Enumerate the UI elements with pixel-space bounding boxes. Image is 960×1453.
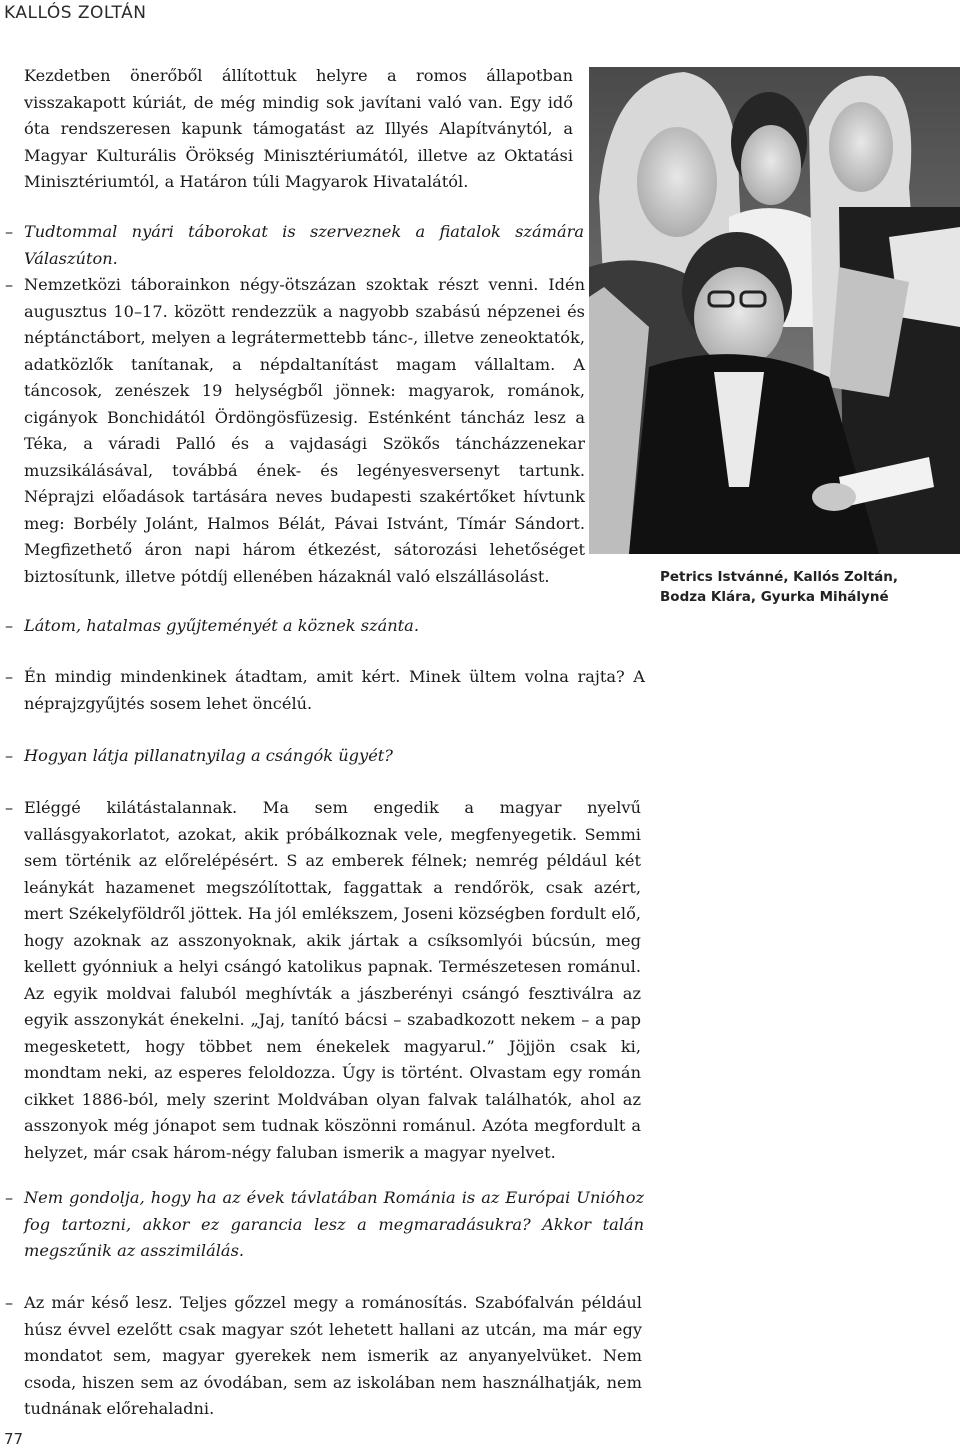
photo-caption: Petrics Istvánné, Kallós Zoltán, Bodza Klára, Gyurka Mihályné: [660, 569, 898, 605]
dash-marker: –: [5, 1293, 14, 1312]
question-2: – Látom, hatalmas gyűjteményét a köznek szánta.: [24, 613, 584, 640]
question-3: – Hogyan látja pillanatnyilag a csángók ügyét?: [24, 743, 645, 770]
question-1: – Tudtommal nyári táborokat is szerveznek a fiatalok számára Válaszúton.: [24, 219, 584, 272]
answer-1: – Nemzetközi táborainkon négy-ötszázan szoktak részt venni. Idén augusztus 10–17. között rendezzük a nagyobb szabású népzenei és néptánctábort, melyen a legrátermettebb tánc-, illetve zeneoktatók, adatközlők tanítanak, a népdaltanítást magam vállaltam. A táncosok, zenészek 19 helységből jönnek: magyarok, románok, cigányok Bonchidától Ördöngösfüzesig. Esténként táncház lesz a Téka, a váradi Palló és a vajdasági Szökős táncházzenekar muzsikálásával, továbbá ének- és legényesversenyt tartunk. Néprajzi előadások tartására neves budapesti szakértőket hívtunk meg: Borbély Jolánt, Halmos Bélát, Pávai Istvánt, Tímár Sándort. Megfizethető áron napi három étkezést, sátorozási lehetőséget biztosítunk, illetve pótdíj ellenében házaknál való elszállásolást.: [24, 272, 585, 590]
running-head: KALLÓS ZOLTÁN: [4, 3, 147, 23]
photo: [589, 67, 960, 554]
answer-2: – Én mindig mindenkinek átadtam, amit kért. Minek ültem volna rajta? A néprajzgyűjtés sosem lehet öncélú.: [24, 664, 645, 717]
answer-3: – Eléggé kilátástalannak. Ma sem engedik a magyar nyelvű vallásgyakorlatot, azokat, akik próbálkoznak vele, megfenyegetik. Semmi sem történik az előrelépésért. S az emberek félnek; nemrég például két leánykát hazamenet megszólítottak, faggattak a rendőrök, csak azért, mert Székelyföldről jöttek. Ha jól emlékszem, Joseni községben fordult elő, hogy azoknak az asszonyoknak, akik jártak a csíksomlyói búcsún, meg kellett gyónniuk a helyi csángó katolikus papnak. Természetesen románul. Az egyik moldvai faluból meghívták a jászberényi csángó fesztiválra az egyik asszonykát énekelni. „Jaj, tanító bácsi – szabadkozott nekem – a pap megesketett, hogy többet nem énekelek magyarul.” Jöjjön csak ki, mondtam neki, az esperes feloldozza. Úgy is történt. Olvastam egy román cikket 1886-ból, mely szerint Moldvában olyan falvak találhatók, ahol az asszonyok még jónapot sem tudnak köszönni románul. Azóta megfordult a helyzet, már csak három-négy faluban ismerik a magyar nyelvet.: [24, 795, 641, 1166]
dash-marker: –: [5, 798, 14, 817]
dash-marker: –: [5, 275, 14, 294]
question-4: – Nem gondolja, hogy ha az évek távlatában Románia is az Európai Unióhoz fog tartozni, akkor ez garancia lesz a megmaradásukra? Akkor talán megszűnik az asszimilálás.: [24, 1185, 644, 1265]
dash-marker: –: [5, 616, 14, 635]
dash-marker: –: [5, 746, 14, 765]
page-number: 77: [4, 1430, 24, 1448]
answer-4: – Az már késő lesz. Teljes gőzzel megy a románosítás. Szabófalván például húsz évvel ezelőtt csak magyar szót lehetett hallani az utcán, ma már egy mondatot sem, magyar gyerekek nem ismerik az anyanyelvüket. Nem csoda, hiszen sem az óvodában, sem az iskolában nem használhatják, nem tudnának előrehaladni.: [24, 1290, 642, 1423]
photo-image: [589, 67, 960, 554]
dash-marker: –: [5, 222, 14, 241]
dash-marker: –: [5, 667, 14, 686]
dash-marker: –: [5, 1188, 14, 1207]
paragraph-intro: Kezdetben önerőből állítottuk helyre a romos állapotban visszakapott kúriát, de még mindig sok javítani való van. Egy idő óta rendszeresen kapunk támogatást az Illyés Alapítványtól, a Magyar Kulturális Örökség Minisztériumától, illetve az Oktatási Minisztériumtól, a Határon túli Magyarok Hivatalától.: [24, 66, 573, 191]
